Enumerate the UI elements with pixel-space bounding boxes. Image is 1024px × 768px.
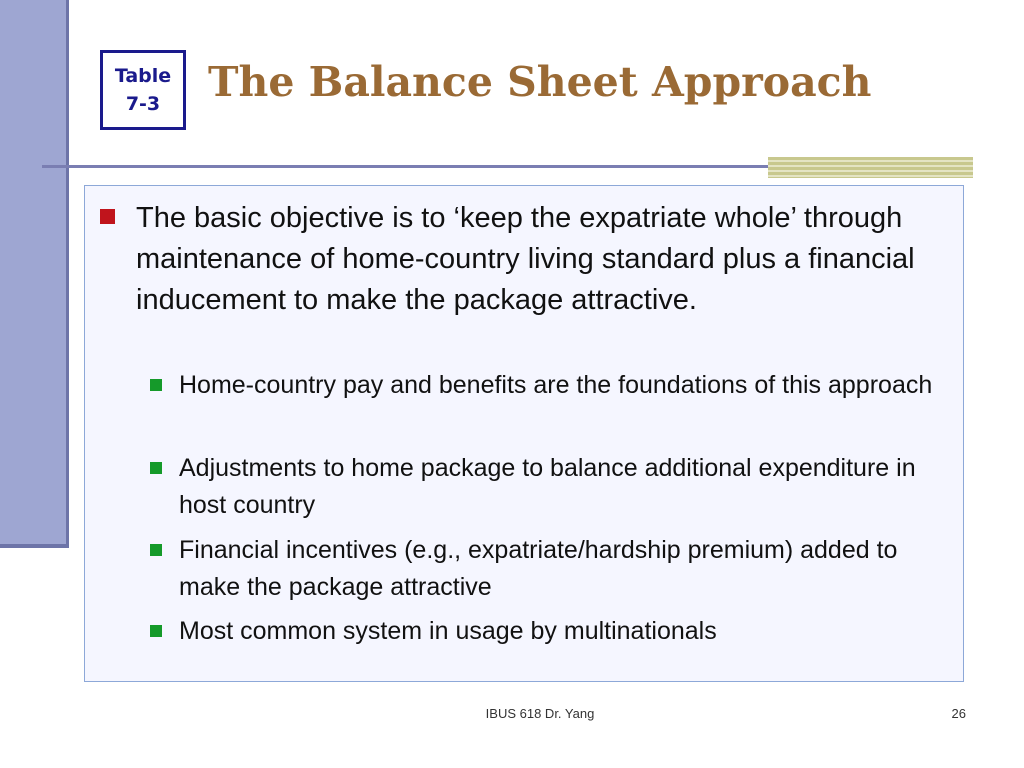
sub-bullet-text: Financial incentives (e.g., expatriate/hardship premium) added to make the package attractive bbox=[179, 536, 898, 601]
square-bullet-icon bbox=[150, 625, 162, 637]
sub-bullet-text: Most common system in usage by multinationals bbox=[179, 617, 717, 645]
page-number: 26 bbox=[951, 706, 966, 721]
sub-bullet bbox=[179, 532, 959, 606]
title-rule-accent bbox=[768, 157, 973, 178]
left-band-bottom-edge bbox=[0, 544, 69, 548]
sub-bullet bbox=[179, 613, 959, 650]
main-bullet bbox=[136, 198, 951, 321]
slide-title: The Balance Sheet Approach bbox=[208, 58, 872, 106]
sub-bullet-text: Adjustments to home package to balance additional expenditure in host country bbox=[179, 454, 916, 519]
sub-bullet bbox=[179, 450, 959, 524]
left-band-edge bbox=[66, 0, 69, 548]
table-badge bbox=[100, 50, 186, 130]
footer-text: IBUS 618 Dr. Yang bbox=[485, 706, 595, 721]
left-decorative-band bbox=[0, 0, 66, 546]
table-badge-label: Table bbox=[114, 65, 172, 87]
sub-bullet-text: Home-country pay and benefits are the foundations of this approach bbox=[179, 371, 933, 399]
main-bullet-text: The basic objective is to ‘keep the expatriate whole’ through maintenance of home-country living standard plus a financial inducement to make the package attractive. bbox=[136, 202, 915, 316]
square-bullet-icon bbox=[150, 544, 162, 556]
square-bullet-icon bbox=[100, 209, 115, 224]
table-badge-number: 7-3 bbox=[125, 93, 161, 115]
sub-bullet bbox=[179, 367, 959, 404]
square-bullet-icon bbox=[150, 379, 162, 391]
square-bullet-icon bbox=[150, 462, 162, 474]
